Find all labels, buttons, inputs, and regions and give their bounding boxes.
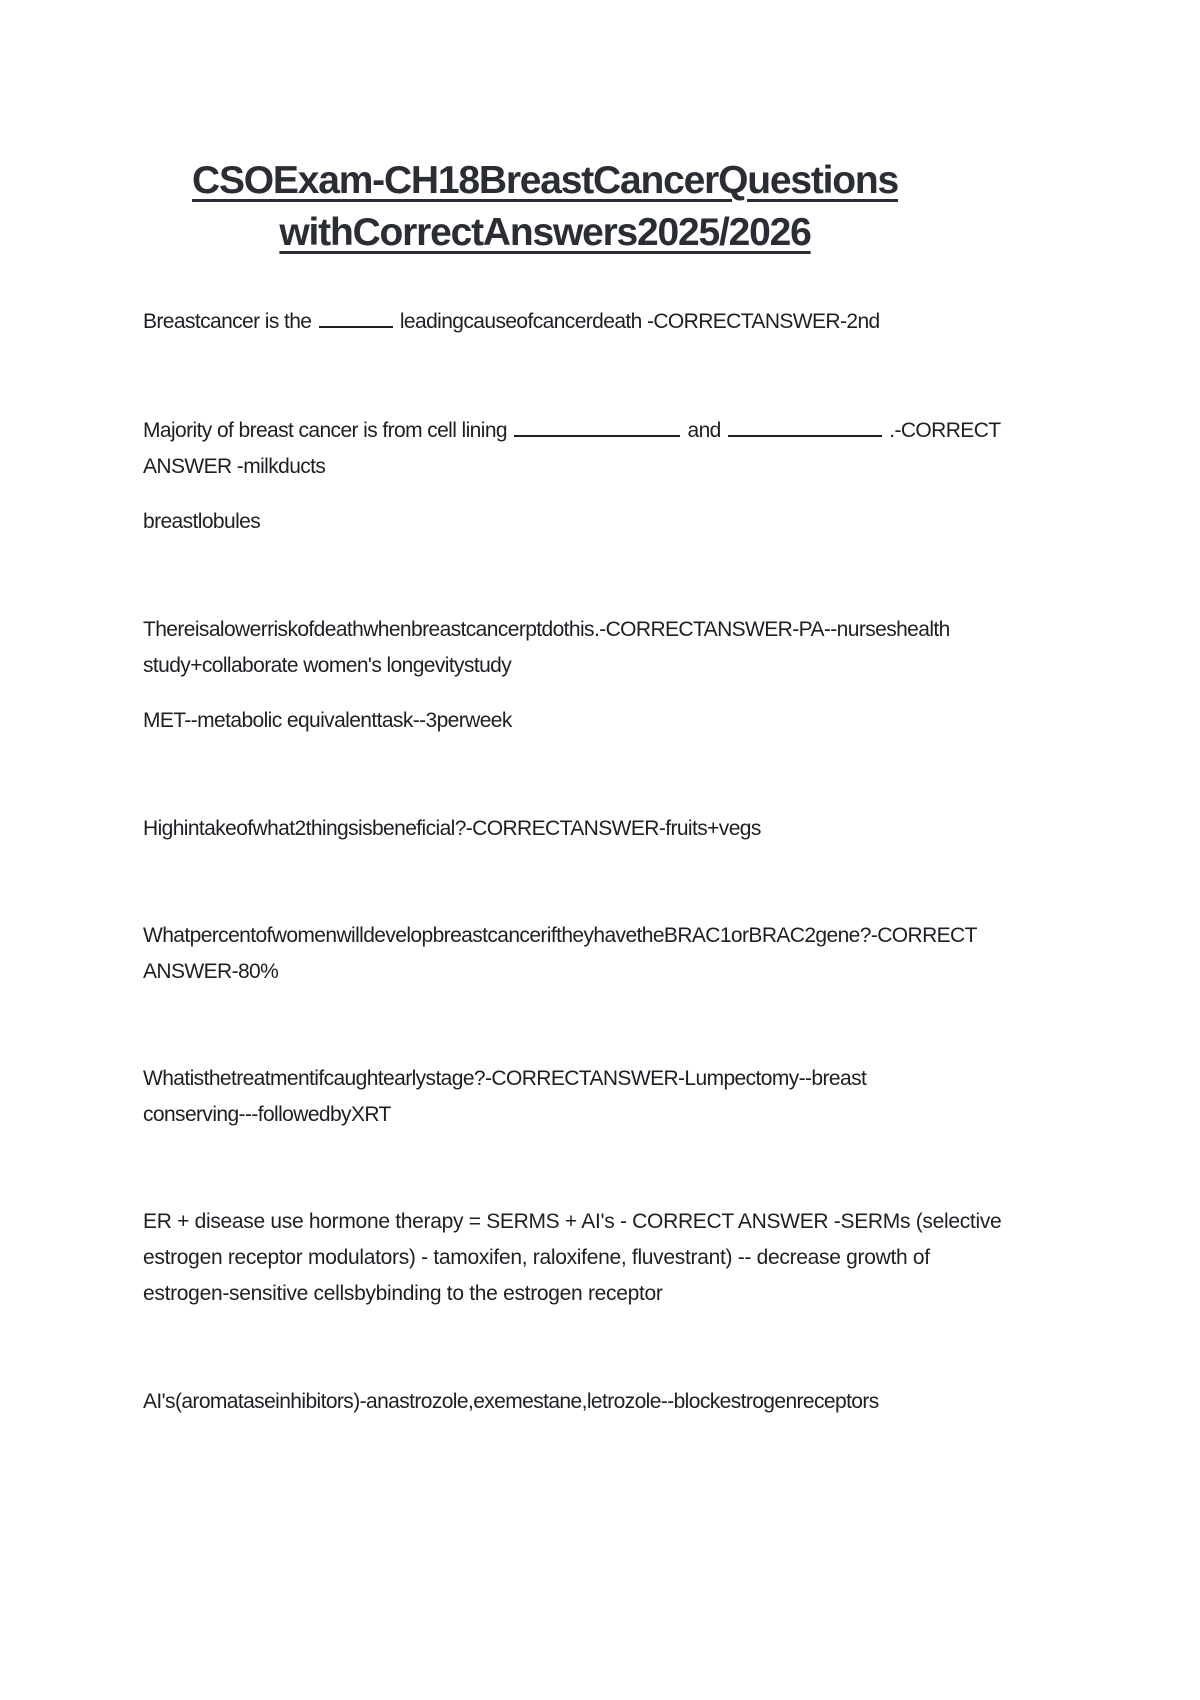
qa-item-3: [143, 612, 1083, 684]
answer-continuation: breastlobules: [143, 510, 261, 533]
question-text: Whatisthetreatmentifcaughtearlystage?-CORRECTANSWER-Lumpectomy--breast: [143, 1067, 867, 1090]
qa-item-1: [143, 304, 1083, 340]
fill-in-blank: [319, 304, 393, 328]
document-title: [150, 155, 940, 259]
answer-text: estrogen receptor modulators) - tamoxifen, raloxifene, fluvestrant) -- decrease growth of: [143, 1246, 930, 1269]
answer-continuation: MET--metabolic equivalenttask--3perweek: [143, 709, 512, 732]
qa-item-3-extra: [143, 703, 1083, 739]
qa-item-2: [143, 413, 1083, 485]
question-text: Thereisalowerriskofdeathwhenbreastcancerptdothis.-CORRECTANSWER-PA--nurseshealth: [143, 618, 950, 641]
question-text-and: and: [687, 419, 721, 442]
answer-label: .-CORRECT: [889, 419, 1001, 442]
fill-in-blank: [728, 413, 882, 437]
qa-item-2-extra: [143, 504, 1083, 540]
question-text: Breastcancer is the: [143, 310, 312, 333]
question-text: Highintakeofwhat2thingsisbeneficial?-CORRECTANSWER-fruits+vegs: [143, 817, 761, 840]
qa-item-5: [143, 918, 1083, 990]
answer-text: ANSWER -milkducts: [143, 455, 326, 478]
fill-in-blank: [514, 413, 680, 437]
question-text: Majority of breast cancer is from cell lining: [143, 419, 507, 442]
title-line-2: withCorrectAnswers2025/2026: [279, 211, 811, 254]
answer-text: ANSWER-80%: [143, 960, 279, 983]
answer-text: study+collaborate women's longevitystudy: [143, 654, 512, 677]
qa-item-8: [143, 1384, 1083, 1420]
answer-text: AI's(aromataseinhibitors)-anastrozole,exemestane,letrozole--blockestrogenreceptors: [143, 1390, 879, 1413]
answer-text: conserving---followedbyXRT: [143, 1103, 391, 1126]
question-text: ER + disease use hormone therapy = SERMS + AI's - CORRECT ANSWER -SERMs (selective: [143, 1210, 1002, 1233]
question-text: WhatpercentofwomenwilldevelopbreastcanceriftheyhavetheBRAC1orBRAC2gene?-CORRECT: [143, 924, 977, 947]
qa-item-4: [143, 811, 1083, 847]
answer-text: leadingcauseofcancerdeath -CORRECTANSWER-2nd: [399, 310, 880, 333]
answer-text-continued: estrogen-sensitive cellsbybinding to the estrogen receptor: [143, 1282, 663, 1305]
title-line-1: CSOExam-CH18BreastCancerQuestions: [191, 159, 898, 202]
qa-item-7: [143, 1204, 1083, 1312]
qa-item-6: [143, 1061, 1083, 1133]
